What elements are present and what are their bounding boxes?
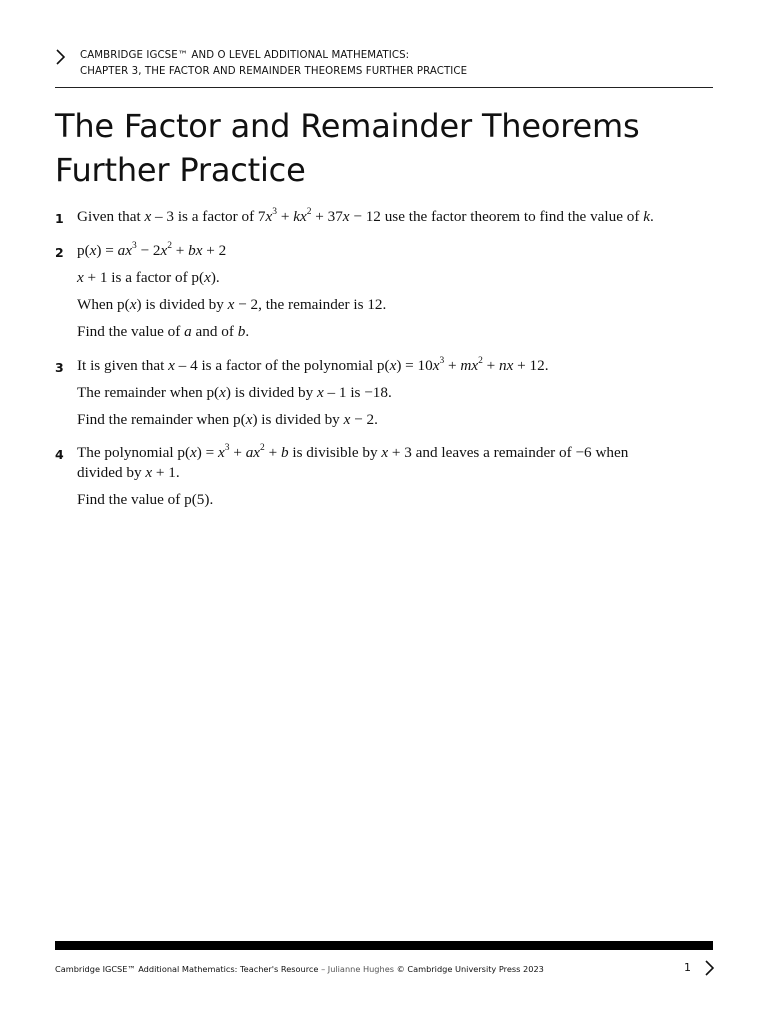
question-line: The remainder when p(x) is divided by x – 1 is −18. — [77, 384, 392, 401]
question-line: $p(x) = ax^3 - 2x^2$ + bx + 2 — [77, 240, 227, 259]
page-number: 1 — [684, 961, 691, 974]
question-line: When p(x) is divided by x − 2, the remainder is 12. — [77, 296, 387, 313]
footer-book-title: Cambridge IGCSE™ Additional Mathematics: Teacher's Resource — [55, 964, 319, 974]
question-line: x + 1 is a factor of p(x). — [77, 269, 220, 286]
footer-copyright: © Cambridge University Press 2023 — [396, 964, 544, 974]
next-page-chevron-icon[interactable] — [704, 960, 714, 976]
page-title — [55, 104, 715, 192]
question-number: 1 — [55, 211, 64, 226]
question-line: Find the value of p(5). — [77, 491, 214, 508]
question-line: Find the remainder when p(x) is divided by x − 2. — [77, 411, 378, 428]
question-number: 3 — [55, 360, 64, 375]
question-line: Find the value of a and of b. — [77, 323, 250, 340]
footer-bar — [55, 941, 713, 950]
chevron-right-icon — [55, 49, 65, 65]
header-chapter-title: CHAPTER 3, THE FACTOR AND REMAINDER THEOREMS FURTHER PRACTICE — [80, 66, 468, 77]
question-line: divided by x + 1. — [77, 464, 180, 481]
header-series-title: CAMBRIDGE IGCSE™ AND O LEVEL ADDITIONAL MATHEMATICS: — [80, 50, 410, 61]
header-divider — [55, 87, 713, 88]
page-title-line-2: Further Practice — [55, 151, 306, 189]
footer-author: – Julianne Hughes — [321, 964, 394, 974]
question-number: 2 — [55, 245, 64, 260]
question-line: It is given that x – 4 is a factor of the polynomial $p(x) = 10x^3 + mx^2$ + nx + 12. — [77, 355, 549, 374]
page-title-line-1: The Factor and Remainder Theorems — [55, 107, 640, 145]
question-number: 4 — [55, 447, 64, 462]
footer-credit — [55, 964, 544, 974]
question-line: Given that x – 3 is a factor of $7x^3 + kx^2 + 37x - 12$ use the factor theorem to find the value of k. — [77, 206, 654, 225]
question-line: The polynomial $p(x) = x^3 + ax^2 + b$ is divisible by x + 3 and leaves a remainder of −6 when — [77, 442, 629, 461]
